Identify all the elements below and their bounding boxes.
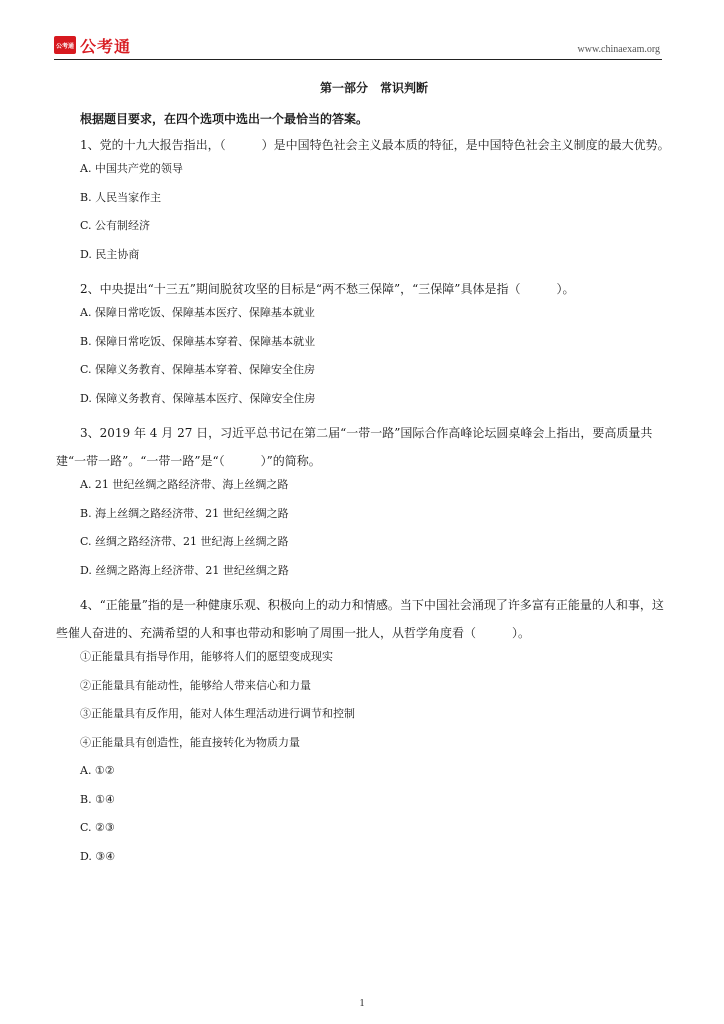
- question-stem: 1、党的十九大报告指出，（ ）是中国特色社会主义最本质的特征，是中国特色社会主义制度的最大优势。: [80, 138, 670, 152]
- question-stem: 4、“正能量”指的是一种健康乐观、积极向上的动力和情感。当下中国社会涌现了许多富有正能量的人和事，这些催人奋进的、充满希望的人和事也带动和影响了周围一批人，从哲学角度看（ ）。: [56, 598, 664, 640]
- option-d: D. 保障义务教育、保障基本医疗、保障安全住房: [80, 391, 316, 405]
- site-url: www.chinaexam.org: [577, 44, 660, 55]
- statement-1: ①正能量具有指导作用，能够将人们的愿望变成现实: [80, 650, 333, 663]
- option-c: C. 保障义务教育、保障基本穿着、保障安全住房: [80, 363, 316, 376]
- option-c: C. 公有制经济: [80, 219, 151, 232]
- logo-text: 公考通: [80, 36, 132, 56]
- section-title: 第一部分 常识判断: [319, 81, 428, 95]
- statement-2: ②正能量具有能动性，能够给人带来信心和力量: [80, 678, 311, 692]
- option-b: B. 海上丝绸之路经济带、21 世纪丝绸之路: [80, 506, 289, 520]
- page-number: 1: [359, 998, 365, 1009]
- statement-3: ③正能量具有反作用，能对人体生理活动进行调节和控制: [80, 707, 355, 720]
- option-a: A. ①②: [80, 764, 115, 777]
- option-b: B. 保障日常吃饭、保障基本穿着、保障基本就业: [80, 334, 316, 348]
- option-a: A. 保障日常吃饭、保障基本医疗、保障基本就业: [80, 306, 315, 319]
- option-a: A. 中国共产党的领导: [80, 162, 183, 175]
- option-d: D. 民主协商: [80, 247, 140, 261]
- question-4: [56, 591, 672, 875]
- statement-4: ④正能量具有创造性，能直接转化为物质力量: [80, 735, 300, 749]
- option-d: D. 丝绸之路海上经济带、21 世纪丝绸之路: [80, 563, 289, 577]
- option-a: A. 21 世纪丝绸之路经济带、海上丝绸之路: [80, 478, 289, 491]
- instruction: 根据题目要求，在四个选项中选出一个最恰当的答案。: [80, 112, 369, 126]
- header-divider: [54, 59, 662, 60]
- option-c: C. 丝绸之路经济带、21 世纪海上丝绸之路: [80, 535, 289, 548]
- question-stem: 2、中央提出“十三五”期间脱贫攻坚的目标是“两不愁三保障”，“三保障”具体是指（ ）。: [80, 282, 575, 296]
- question-2: [56, 275, 672, 417]
- question-stem: 3、2019 年 4 月 27 日，习近平总书记在第二届“一带一路”国际合作高峰论坛圆桌峰会上指出，要高质量共建“一带一路”。“一带一路”是“（ ）”的简称。: [56, 426, 653, 468]
- question-1: [56, 131, 672, 273]
- option-c: C. ②③: [80, 821, 115, 834]
- logo-icon: 公考通: [54, 36, 76, 54]
- document-body: [56, 74, 672, 875]
- logo: [54, 35, 131, 55]
- page-header: [0, 0, 724, 62]
- question-3: [56, 419, 672, 589]
- option-b: B. 人民当家作主: [80, 190, 162, 204]
- option-d: D. ③④: [80, 849, 116, 863]
- option-b: B. ①④: [80, 792, 115, 806]
